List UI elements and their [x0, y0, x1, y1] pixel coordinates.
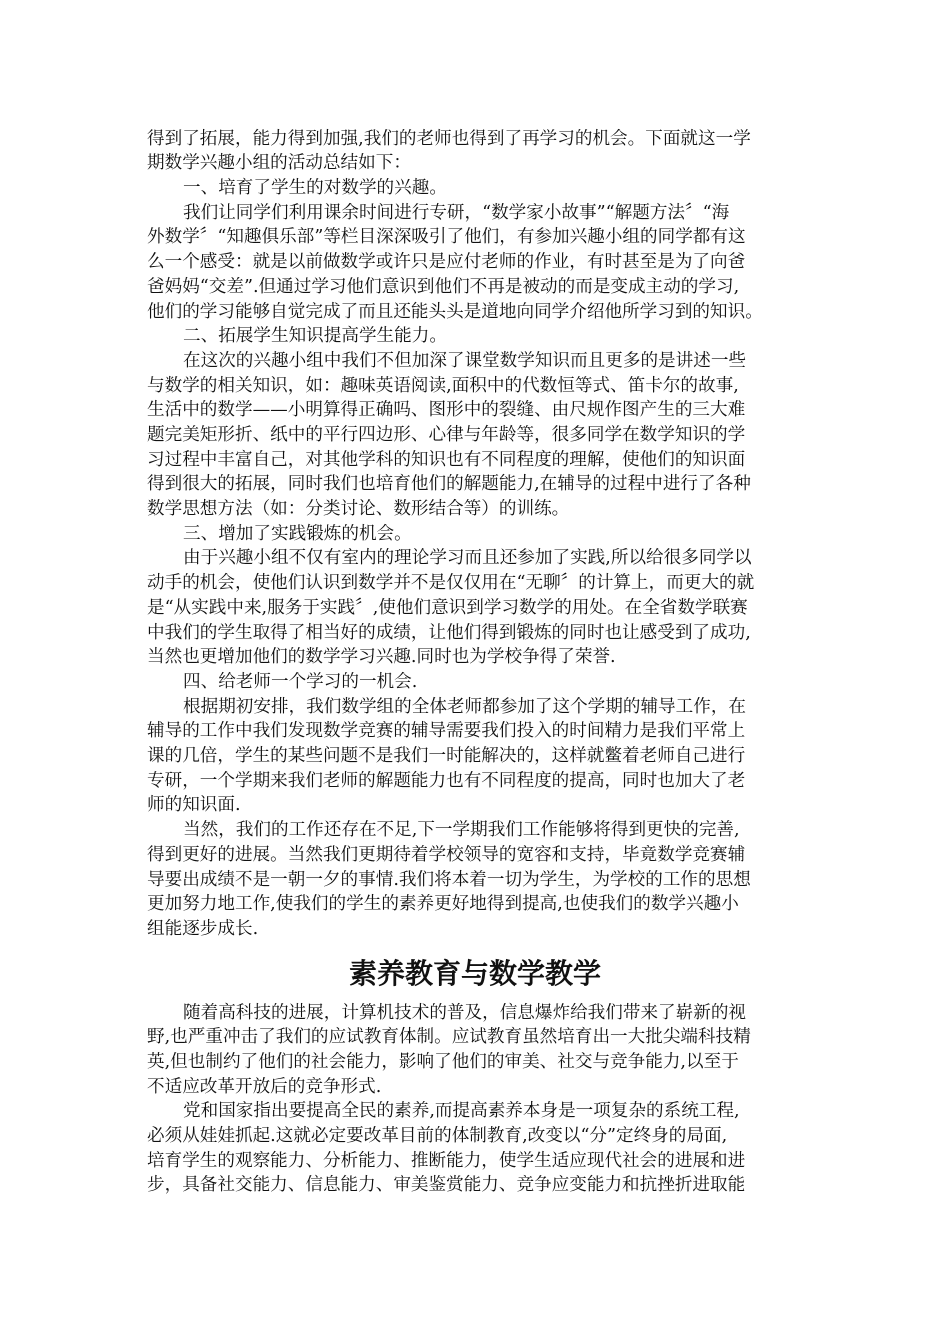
paragraph-line: 课的几倍，学生的某些问题不是我们一时能解决的，这样就鳖着老师自己进行 [147, 746, 746, 766]
paragraph-line: 习过程中丰富自己，对其他学科的知识也有不同程度的理解，使他们的知识面 [147, 450, 746, 470]
paragraph-line: 是“从实践中来,服务于实践〞,使他们意识到学习数学的用处。在全省数学联赛 [147, 598, 748, 618]
paragraph-line: 野,也严重冲击了我们的应试教育体制。应试教育虽然培育出一大批尖端科技精 [147, 1027, 751, 1047]
paragraph-line: 他们的学习能够自觉完成了而且还能头头是道地向同学介绍他所学习到的知识。 [147, 302, 763, 322]
paragraph-line: 辅导的工作中我们发现数学竞赛的辅导需要我们投入的时间精力是我们平常上 [147, 721, 746, 741]
paragraph-line: 我们让同学们利用课余时间进行专研，“数学家小故事”“解题方法〞“海 [183, 203, 730, 223]
paragraph-line: 由于兴趣小组不仅有室内的理论学习而且还参加了实践,所以给很多同学以 [183, 548, 752, 568]
paragraph-line: 师的知识面. [147, 795, 241, 815]
paragraph-line: 专研，一个学期来我们老师的解题能力也有不同程度的提高，同时也加大了老 [147, 771, 746, 791]
section-heading: 三、增加了实践锻炼的机会。 [183, 524, 412, 544]
paragraph-line: 不适应改革开放后的竞争形式. [147, 1077, 382, 1097]
paragraph-line: 生活中的数学——小明算得正确吗、图形中的裂缝、由尺规作图产生的三大难 [147, 400, 746, 420]
section-heading: 四、给老师一个学习的一机会. [183, 672, 418, 692]
paragraph-line: 党和国家指出要提高全民的素养,而提高素养本身是一项复杂的系统工程, [183, 1101, 740, 1121]
paragraph-line: 得到很大的拓展，同时我们也培育他们的解题能力,在辅导的过程中进行了各种 [147, 474, 751, 494]
paragraph-line: 根据期初安排，我们数学组的全体老师都参加了这个学期的辅导工作，在 [183, 697, 747, 717]
paragraph-line: 导要出成绩不是一朝一夕的事情.我们将本着一切为学生，为学校的工作的思想 [147, 870, 751, 890]
paragraph-line: 步，具备社交能力、信息能力、审美鉴赏能力、竞争应变能力和抗挫折进取能 [147, 1175, 746, 1195]
paragraph-line: 培育学生的观察能力、分析能力、推断能力，使学生适应现代社会的进展和进 [147, 1151, 746, 1171]
paragraph-line: 外数学〞“知趣俱乐部”等栏目深深吸引了他们，有参加兴趣小组的同学都有这 [147, 227, 746, 247]
paragraph-line: 必须从娃娃抓起.这就必定要改革目前的体制教育,改变以“分”定终身的局面, [147, 1126, 728, 1146]
paragraph-line: 中我们的学生取得了相当好的成绩，让他们得到锻炼的同时也让感受到了成功, [147, 623, 751, 643]
paragraph-line: 么一个感受：就是以前做数学或许只是应付老师的作业，有时甚至是为了向爸 [147, 252, 746, 272]
paragraph-line: 随着高科技的进展，计算机技术的普及，信息爆炸给我们带来了崭新的视 [183, 1003, 747, 1023]
article-title: 素养教育与数学教学 [348, 957, 601, 990]
paragraph-line: 当然也更增加他们的数学学习兴趣.同时也为学校争得了荣誉. [147, 647, 616, 667]
paragraph-line: 在这次的兴趣小组中我们不但加深了课堂数学知识而且更多的是讲述一些 [183, 351, 747, 371]
paragraph-line: 与数学的相关知识，如：趣味英语阅读,面积中的代数恒等式、笛卡尔的故事, [147, 376, 739, 396]
paragraph-line: 数学思想方法（如：分类讨论、数形结合等）的训练。 [147, 499, 570, 519]
paragraph-line: 英,但也制约了他们的社会能力，影响了他们的审美、社交与竞争能力,以至于 [147, 1052, 739, 1072]
section-heading: 一、培育了学生的对数学的兴趣。 [183, 178, 447, 198]
paragraph-line: 更加努力地工作,使我们的学生的素养更好地得到提高,也使我们的数学兴趣小 [147, 894, 739, 914]
section-heading: 二、拓展学生知识提高学生能力。 [183, 326, 447, 346]
paragraph-line: 组能逐步成长. [147, 919, 259, 939]
paragraph-line: 期数学兴趣小组的活动总结如下： [147, 153, 411, 173]
paragraph-line: 得到更好的进展。当然我们更期待着学校领导的宽容和支持，毕竟数学竞赛辅 [147, 845, 746, 865]
paragraph-line: 题完美矩形折、纸中的平行四边形、心律与年龄等，很多同学在数学知识的学 [147, 425, 746, 445]
paragraph-line: 动手的机会，使他们认识到数学并不是仅仅用在“无聊〞的计算上，而更大的就 [147, 573, 755, 593]
paragraph-line: 得到了拓展，能力得到加强,我们的老师也得到了再学习的机会。下面就这一学 [147, 129, 751, 149]
paragraph-line: 当然，我们的工作还存在不足,下一学期我们工作能够将得到更快的完善, [183, 820, 740, 840]
paragraph-line: 爸妈妈“交差”.但通过学习他们意识到他们不再是被动的而是变成主动的学习, [147, 277, 740, 297]
